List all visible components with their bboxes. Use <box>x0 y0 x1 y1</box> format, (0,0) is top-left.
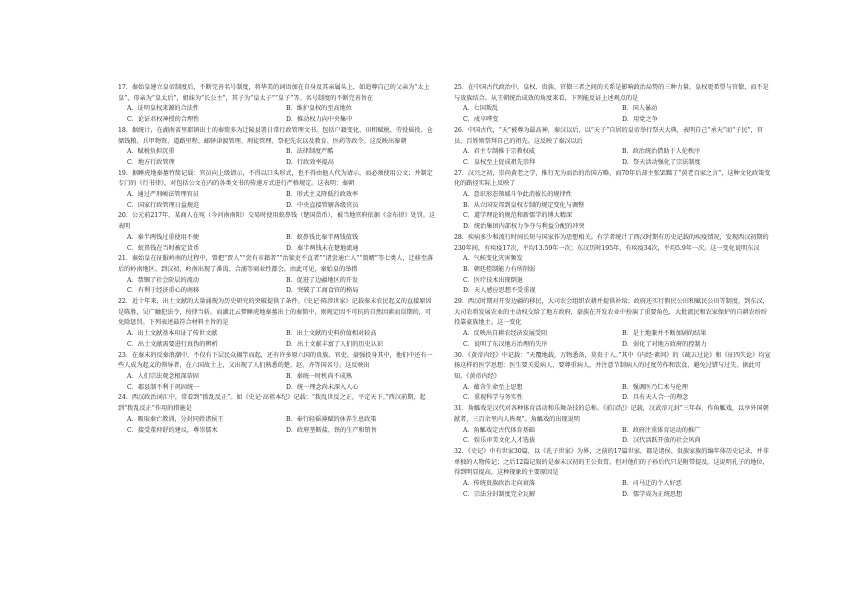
options-row <box>118 115 436 126</box>
answer-option: D．突破了工商食官的格局 <box>286 287 359 295</box>
question-stem: 30．《黄帝内经》中记载：“天覆地载，万物悉备，莫贵于人。”其中《内经·素问》的《疏五过论》和《征四失论》均宣扬这样的医学思想：医生要关爱病人，要尊重病人，并注意节制病人的过度劳作和饮食，避免过错与过失。据此可知，《黄帝内经》 <box>454 351 771 380</box>
question-stem: 24．西汉政治词汇中，常看到“拨乱反正”。如《史记·高祖本纪》记载：“拨乱世反之正，平定天下。”西汉前期，起到“拨乱反正”作用的措施是 <box>118 394 426 413</box>
answer-option: A．人们宗法观念根深蒂固 <box>127 372 199 380</box>
options-row <box>118 233 436 244</box>
options-row <box>454 104 772 115</box>
question-stem: 29．西汉时期对开发边疆的移民，大司农会组织农耕并提供补给；政府还实行假民公田和赋民公田等制度，到东汉，大司农将发展农业的主动权交给了地方政府，豪族在开发农业中扮演了重要角色，大批流民和农家保护的自耕农纷纷投靠豪族地主。这一变化 <box>454 298 769 327</box>
question-stem: 20．公元前217年，某商人在宛（今河南南阳）交易时使用蚁鼻钱（楚国货币），被当地官府依据《金布律》处罚。这表明 <box>118 212 436 231</box>
options-row <box>454 383 772 394</box>
answer-option: D．秦半两钱未在楚地流通 <box>286 244 359 252</box>
right-column <box>454 83 772 500</box>
answer-option: A．出土文献基本印证了传世文献 <box>127 330 218 338</box>
question-item <box>118 254 436 297</box>
question-stem: 21．秦始皇在征服岭南的过程中，曾把“贾人”“尝有市籍者”“治狱吏不直者”“诸尝逋亡人”“赘婿”等七类人，迁移至落后的岭南地区。到汉初，岭南出现了番禺、合浦等商业性都会。由此可见，秦始皇的举措 <box>118 255 434 273</box>
answer-option: C．接受董仲舒的建议，尊崇儒术 <box>127 426 218 434</box>
answer-option: C．戍卒哗变 <box>463 116 499 124</box>
question-item <box>118 297 436 351</box>
answer-option: C．说明了东汉地方治理的失序 <box>463 340 548 348</box>
question-stem: 28．疾病多少和流行时间长短与国家作为思想相关。有学者统计了西汉时期有历史记载的疾疫情况，发现西汉初期的230年间，有疾疫17次，平均13.59年一次；东汉历时195年，有疾疫34次，平均5.9年一次。这一变化说明东汉 <box>454 233 769 252</box>
question-item <box>454 447 772 501</box>
answer-option: C．论证君权神授的合理性 <box>127 116 200 124</box>
question-stem: 26．中国古代，“天”被尊为最高神，秦汉以后，以“天子”自居的皇帝举行祭天大典，表明自己“承天”而“子民”，官员、百姓则祭拜自己的祖先。这反映了秦汉以后 <box>454 126 763 145</box>
answer-option: D．统一理念尚未深入人心 <box>286 383 359 391</box>
options-row <box>118 383 436 394</box>
options-row <box>454 340 772 351</box>
answer-option: D．弱化了对地方政府的控制力 <box>622 340 707 348</box>
question-stem: 17．秦始皇建立皇帝制度后，不断完善名号制度，将华美的词语加在自身及其亲属头上，如追尊自己的父亲为“太上皇”，母亲为“皇太后”，姐妹为“长公主”，其子为“皇太子”“皇子”等。名号制度的不断完善旨在 <box>118 84 430 102</box>
options-row <box>454 490 772 501</box>
answer-option: B．朝廷控制能力有所削弱 <box>463 265 536 273</box>
question-item <box>454 351 772 405</box>
answer-option: B．从立国安邦到皇权专制的规定变化与调整 <box>463 201 585 209</box>
answer-option: C．有利于经济重心的南移 <box>127 287 200 295</box>
question-item <box>118 211 436 254</box>
question-item <box>118 169 436 212</box>
answer-option: D．推动权力向中央集中 <box>286 116 353 124</box>
answer-option: A．禁锢了社会阶层的流动 <box>127 276 199 284</box>
answer-option: C．娱乐审美文化人才选拔 <box>463 437 536 445</box>
question-item <box>454 233 772 297</box>
options-row <box>118 276 436 287</box>
options-row <box>118 329 436 340</box>
answer-option: A．通过严刑峻法管理官员 <box>127 191 199 199</box>
question-item <box>454 169 772 233</box>
answer-option: A．意识形态领域斗争此消彼长的规律性 <box>463 191 572 199</box>
answer-option: B．司马迁的个人好恶 <box>622 480 682 488</box>
options-row <box>454 393 772 404</box>
options-row <box>454 479 772 490</box>
answer-option: D．出土文献丰富了人们的历史认识 <box>286 340 383 348</box>
answer-option: C．郡县制不利于巩固统一 <box>127 383 200 391</box>
options-row <box>118 244 436 255</box>
question-item <box>118 83 436 126</box>
question-item <box>118 351 436 394</box>
answer-option: C．道学理论的规范和新儒学的博大精深 <box>463 212 573 220</box>
answer-option: A．七国叛乱 <box>463 105 499 113</box>
answer-option: D．汉代活跃开放的社会风尚 <box>622 437 701 445</box>
options-row <box>118 147 436 158</box>
answer-option: A．吸取秦亡教训，分封同姓诸侯王 <box>127 415 224 423</box>
answer-option: D．行政效率提高 <box>286 158 334 166</box>
answer-option: B．促进了边疆地区的开发 <box>286 276 359 284</box>
options-row <box>118 426 436 437</box>
options-row <box>454 329 772 340</box>
answer-option: D．具有天人合一的理念 <box>622 394 689 402</box>
answer-option: A．传统贵族政治走向衰落 <box>463 480 535 488</box>
question-stem: 23．在秦末的反秦浪潮中，不仅有下层民众揭竿而起，还有许多原六国的贵族、官吏、豪强投身其中，他们中还有一些人成为起义的领导者，在六国故土上，又出现了人们熟悉的楚、赵、齐等国名号。这反映出 <box>118 351 433 370</box>
options-row <box>118 201 436 212</box>
answer-option: B．是土地兼并不断加剧的结果 <box>622 330 707 338</box>
answer-option: D．政府垄断盐、铁的生产和销售 <box>286 426 377 434</box>
answer-option: A．蕴含生命至上思想 <box>463 383 523 391</box>
answer-option: D．天人感应思想不受重视 <box>463 287 536 295</box>
answer-option: B．形式主义降低行政效率 <box>286 191 359 199</box>
answer-option: B．维护皇权的至高地位 <box>286 105 352 113</box>
answer-option: C．宗法分封制度完全瓦解 <box>463 490 536 498</box>
answer-option: C．皇权至上促成祖先崇拜 <box>463 158 536 166</box>
answer-option: B．政治统治借助于人伦秩序 <box>622 148 701 156</box>
answer-option: B．强调医乃仁术与伦理 <box>622 383 688 391</box>
options-row <box>118 158 436 169</box>
options-row <box>118 286 436 297</box>
answer-option: D．统治集团内部权力争夺与利益分配的冲突 <box>463 223 585 231</box>
question-item <box>118 393 436 436</box>
question-item <box>118 126 436 169</box>
question-stem: 19．据睡虎地秦墓竹简记载：官员向上级请示，不得以口头形式，也不得由他人代为请示，而必须使用公文；并制定专门的《行书律》，对包括公文在内的各类文书的传递方式进行严格规定。这表明：秦朝 <box>118 169 433 188</box>
options-row <box>454 426 772 437</box>
answer-option: D．中央直接管辖各级官员 <box>286 201 359 209</box>
options-row <box>118 190 436 201</box>
question-item <box>454 297 772 351</box>
answer-option: A．反映出自耕农经济发展受阻 <box>463 330 548 338</box>
answer-option: B．法律制度严酷 <box>286 148 334 156</box>
answer-option: C．蚁鼻钱在当时被定货币 <box>127 244 200 252</box>
answer-option: D．用党之争 <box>622 116 658 124</box>
options-row <box>118 340 436 351</box>
options-row <box>454 436 772 447</box>
answer-option: B．蚁鼻钱比秦半两钱值钱 <box>286 233 359 241</box>
answer-option: B．政府注重体育运动的推广 <box>622 426 701 434</box>
question-stem: 22．近十年来，出土文献的大量涌现为历史研究的突破提供了条件。《史记·陈涉世家》记载秦末农民起义的直接原因是陈胜、吴广触犯法令，按律当斩。而湖北云梦睡虎地秦墓出土的秦简中，则规定因不可抗的自然因素而误期的，可免除惩罚。下列表述最符合材料主旨的是 <box>118 298 432 327</box>
question-stem: 32．《史记》中有世家30篇，以《孔子世家》为界，之前的17篇世家，都是诸侯、贵族家族的编年体历史记录，并非单独的人物传记；之后12篇记叙的是秦末汉初的王公贵胄。但对他们的子孙后代只是附带提及。这说明孔子的地位，得到明显提高，这种现象的主要原因是 <box>454 447 769 477</box>
question-item <box>454 83 772 126</box>
answer-option: D．儒学成为正统思想 <box>622 490 683 498</box>
answer-option: A．证明皇权来源的合法性 <box>127 105 199 113</box>
answer-option: B．国人暴动 <box>622 105 658 113</box>
options-row <box>454 158 772 169</box>
answer-option: A．气候变化灾害频发 <box>463 255 523 263</box>
answer-option: C．国家行政管理日益规范 <box>127 201 200 209</box>
answer-option: C．重视科学与务实性 <box>463 394 523 402</box>
answer-option: A．君主专制推于宗教权威 <box>463 148 535 156</box>
answer-option: A．秦半两钱过重使用不便 <box>127 233 199 241</box>
answer-option: B．出土文献的史料价值相对较高 <box>286 330 377 338</box>
answer-option: B．秦统一时机尚不成熟 <box>286 372 352 380</box>
question-stem: 25．在中国古代政治中，皇权、贵族、官僚三者之间的关系是影响政治局势的三种力量。皇权更希望与官僚，而不是与贵族结合。从王朝统治成效的角度来看，下列能反证上述观点的是 <box>454 84 769 102</box>
options-row <box>454 115 772 126</box>
answer-option: A．角觚戏定古代体育基础 <box>463 426 535 434</box>
question-stem: 18．据统计，在湖南省里耶镇出土的秦简多为迁陵县署日常行政管理文书，包括户籍变化、田租赋税、劳役徭役、仓储钱粮、兵甲物资、道路里程、邮驿津渡管理、刑徒管理、祭祀先农以及教育、医药等政令。这反映出秦朝 <box>118 126 433 145</box>
answer-option: B．奉行轻徭薄赋的休养生息政策 <box>286 415 377 423</box>
answer-option: D．祭天活动强化了宗法制度 <box>622 158 701 166</box>
left-column <box>118 83 436 436</box>
options-row <box>118 372 436 383</box>
options-row <box>454 147 772 158</box>
answer-option: A．赋税负担沉重 <box>127 148 175 156</box>
answer-option: C．地方行政管理 <box>127 158 175 166</box>
question-item <box>454 404 772 447</box>
answer-option: C．医疗技术出现倒退 <box>463 276 523 284</box>
options-row <box>118 104 436 115</box>
answer-option: C．出土文献需要进行真伪的辨析 <box>127 340 218 348</box>
question-stem: 31．角觚戏是汉代对各种体育活动和乐舞杂技的总称。《前汉纪》记载，汉武帝元封“三年春，作角觚戏，以享外国朝献者，三百余里内人皆观”。角觚戏的出现说明 <box>454 405 769 423</box>
question-stem: 27．汉兴之初，崇尚黄老之学，推行无为而治的治国方略，而70年后却主张罢黜了“黄老百家之言”，这种文化政策变化的路径实际上反映了 <box>454 169 771 188</box>
options-row <box>118 415 436 426</box>
question-item <box>454 126 772 169</box>
